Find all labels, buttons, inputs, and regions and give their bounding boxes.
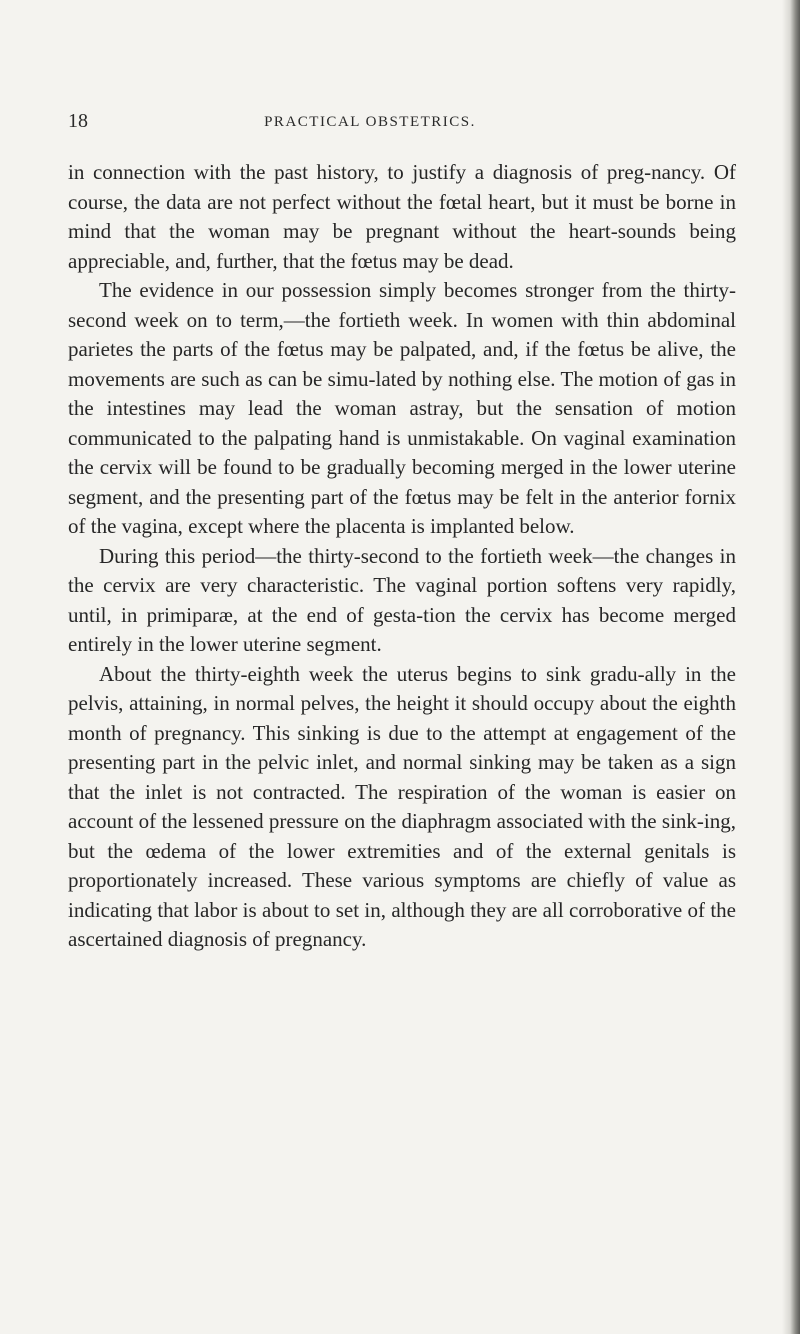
paragraph: During this period—the thirty-second to the fortieth week—the changes in the cervix are very characteristic. The vaginal portion softens very rapidly, until, in primiparæ, at the end of gesta-tion the cervix has become merged entirely in the lower uterine segment. (68, 543, 736, 656)
page-number: 18 (68, 110, 88, 132)
paragraph-continued: in connection with the past history, to justify a diagnosis of preg-nancy. Of course, the data are not perfect without the fœtal heart, but it must be borne in mind that the woman may be pregnant without the heart-sounds being appreciable, and, further, that the fœtus may be dead. (68, 160, 736, 273)
page-edge-shadow (782, 0, 800, 1334)
paragraph: The evidence in our possession simply becomes stronger from the thirty-second week on to term,—the fortieth week. In women with thin abdominal parietes the parts of the fœtus may be palpated, and, if the fœtus be alive, the movements are such as can be simu-lated by nothing else. The motion of gas in the intestines may lead the woman astray, but the sensation of motion communicated to the palpating hand is unmistakable. On vaginal examination the cervix will be found to be gradually becoming merged in the lower uterine segment, and the presenting part of the fœtus may be felt in the anterior fornix of the vagina, except where the placenta is implanted below. (68, 278, 736, 538)
paragraph: About the thirty-eighth week the uterus begins to sink gradu-ally in the pelvis, attaining, in normal pelves, the height it should occupy about the eighth month of pregnancy. This sinking is due to the attempt at engagement of the presenting part in the pelvic inlet, and normal sinking may be taken as a sign that the inlet is not contracted. The respiration of the woman is easier on account of the lessened pressure on the diaphragm associated with the sink-ing, but the œdema of the lower extremities and of the external genitals is proportionately increased. These various symptoms are chiefly of value as indicating that labor is about to set in, although they are all corroborative of the ascertained diagnosis of pregnancy. (68, 661, 736, 951)
running-head: PRACTICAL OBSTETRICS. (264, 114, 476, 130)
body-text (68, 158, 736, 955)
